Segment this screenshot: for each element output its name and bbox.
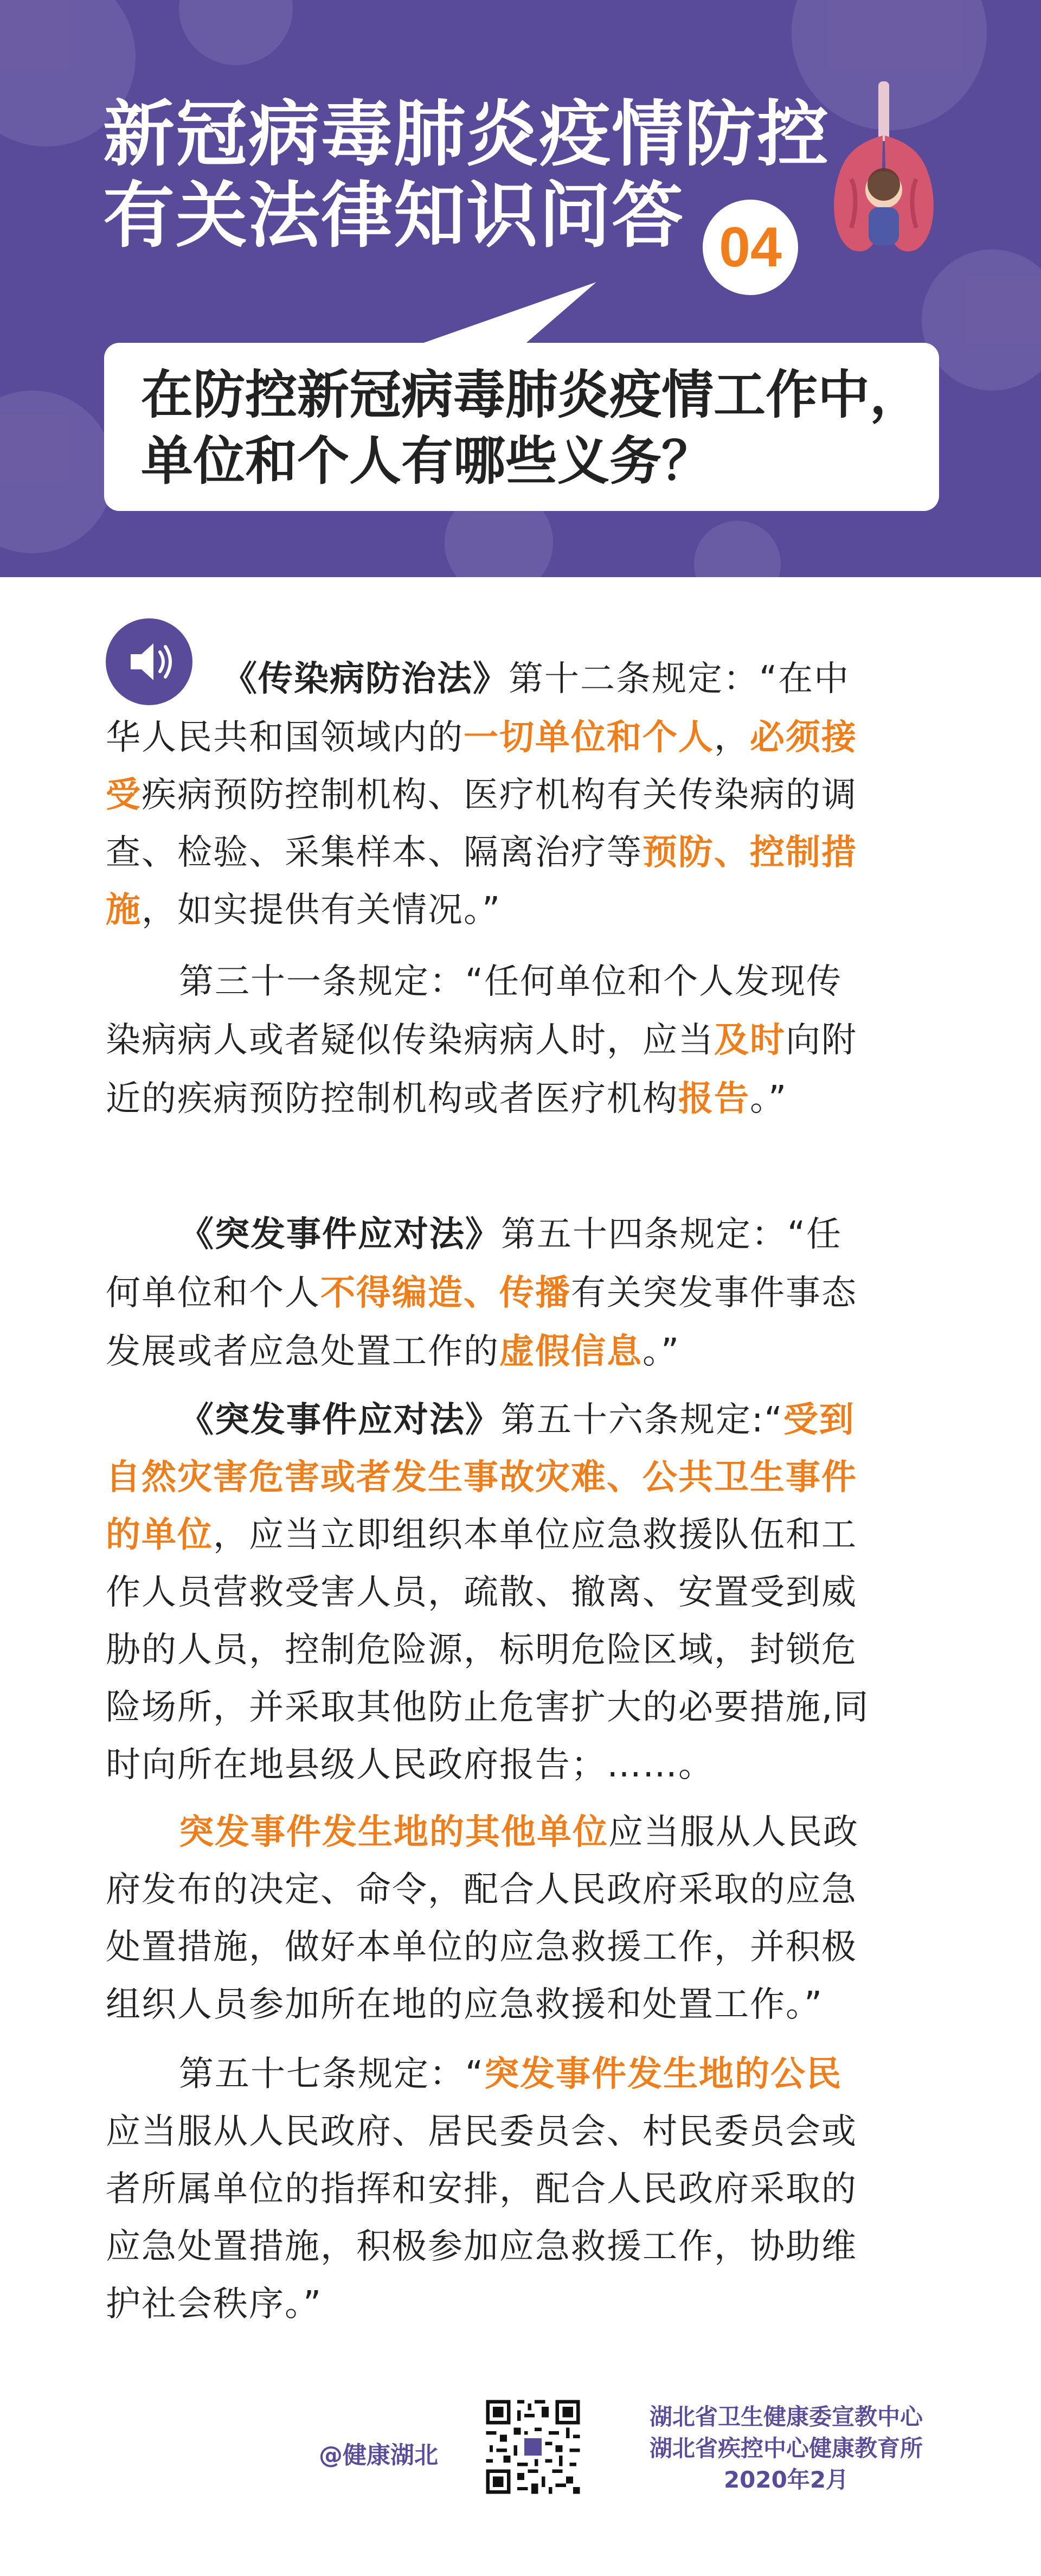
weibo-handle: @健康湖北 [319, 2441, 438, 2469]
header-banner [0, 0, 1041, 577]
p5-line-2: 府发布的决定、命令，配合人民政府采取的应急 [106, 1870, 857, 1910]
p2-line-1: 第三十一条规定：“任何单位和个人发现传 [179, 962, 843, 1002]
decor-circle [0, 391, 114, 553]
p4-line-6: 险场所，并采取其他防止危害扩大的必要措施,同 [106, 1687, 870, 1728]
p4-line-2: 自然灾害危害或者发生事故灾难、公共卫生事件 [106, 1458, 857, 1498]
p3-line-2: 何单位和个人不得编造、传播有关突发事件事态 [106, 1273, 857, 1313]
p1-line-1: 《传染病防治法》第十二条规定：“在中 [222, 659, 850, 699]
p2-line-2: 染病病人或者疑似传染病病人时，应当及时向附 [106, 1020, 857, 1060]
p6-line-5: 护社会秩序。” [106, 2284, 323, 2324]
p1-line-2: 华人民共和国领域内的一切单位和个人，必须接 [106, 718, 857, 758]
p4-line-7: 时向所在地县级人民政府报告；……。 [106, 1745, 714, 1785]
p4-line-1: 《突发事件应对法》第五十六条规定:“受到 [179, 1400, 855, 1440]
p5-line-3: 处置措施，做好本单位的应急救援工作，并积极 [106, 1927, 857, 1967]
org-line-1: 湖北省卫生健康委宣教中心 [649, 2404, 923, 2430]
org-line-2: 湖北省疾控中心健康教育所 [649, 2435, 923, 2462]
qr-code[interactable] [483, 2396, 583, 2497]
p2-line-3: 近的疾病预防控制机构或者医疗机构报告。” [106, 1079, 788, 1119]
publish-date: 2020年2月 [723, 2466, 849, 2493]
p6-line-2: 应当服从人民政府、居民委员会、村民委员会或 [106, 2112, 857, 2152]
title-line-1: 新冠病毒肺炎疫情防控 [103, 93, 830, 176]
decor-circle [922, 250, 1041, 391]
p6-line-3: 者所属单位的指挥和安排，配合人民政府采取的 [106, 2169, 857, 2209]
p6-line-1: 第五十七条规定：“突发事件发生地的公民 [179, 2054, 843, 2094]
p6-line-4: 应急处置措施，积极参加应急救援工作，协助维 [106, 2227, 857, 2267]
p5-line-1: 突发事件发生地的其他单位应当服从人民政 [179, 1812, 859, 1852]
title-line-2: 有关法律知识问答 [103, 174, 684, 258]
p3-line-1: 《突发事件应对法》第五十四条规定：“任 [179, 1215, 843, 1255]
lungs-illustration [813, 81, 954, 260]
speaker-icon [106, 618, 192, 705]
p5-line-4: 组织人员参加所在地的应急救援和处置工作。” [106, 1985, 824, 2025]
speech-bubble-tail [352, 282, 596, 353]
question-line-1: 在防控新冠病毒肺炎疫情工作中， [141, 364, 922, 425]
issue-number-badge: 04 [703, 200, 798, 295]
p4-line-4: 作人员营救受害人员，疏散、撤离、安置受到威 [106, 1573, 857, 1613]
decor-circle [179, 0, 293, 65]
p4-line-5: 胁的人员，控制危险源，标明危险区域，封锁危 [106, 1630, 857, 1670]
decor-circle [694, 521, 781, 577]
p1-line-4: 查、检验、采集样本、隔离治疗等预防、控制措 [106, 833, 857, 873]
p1-line-3: 受疾病预防控制机构、医疗机构有关传染病的调 [106, 775, 857, 815]
p1-line-5: 施，如实提供有关情况。” [106, 890, 502, 930]
question-line-2: 单位和个人有哪些义务？ [141, 430, 714, 491]
p3-line-3: 发展或者应急处置工作的虚假信息。” [106, 1332, 680, 1372]
p4-line-3: 的单位，应当立即组织本单位应急救援队伍和工 [106, 1515, 857, 1555]
